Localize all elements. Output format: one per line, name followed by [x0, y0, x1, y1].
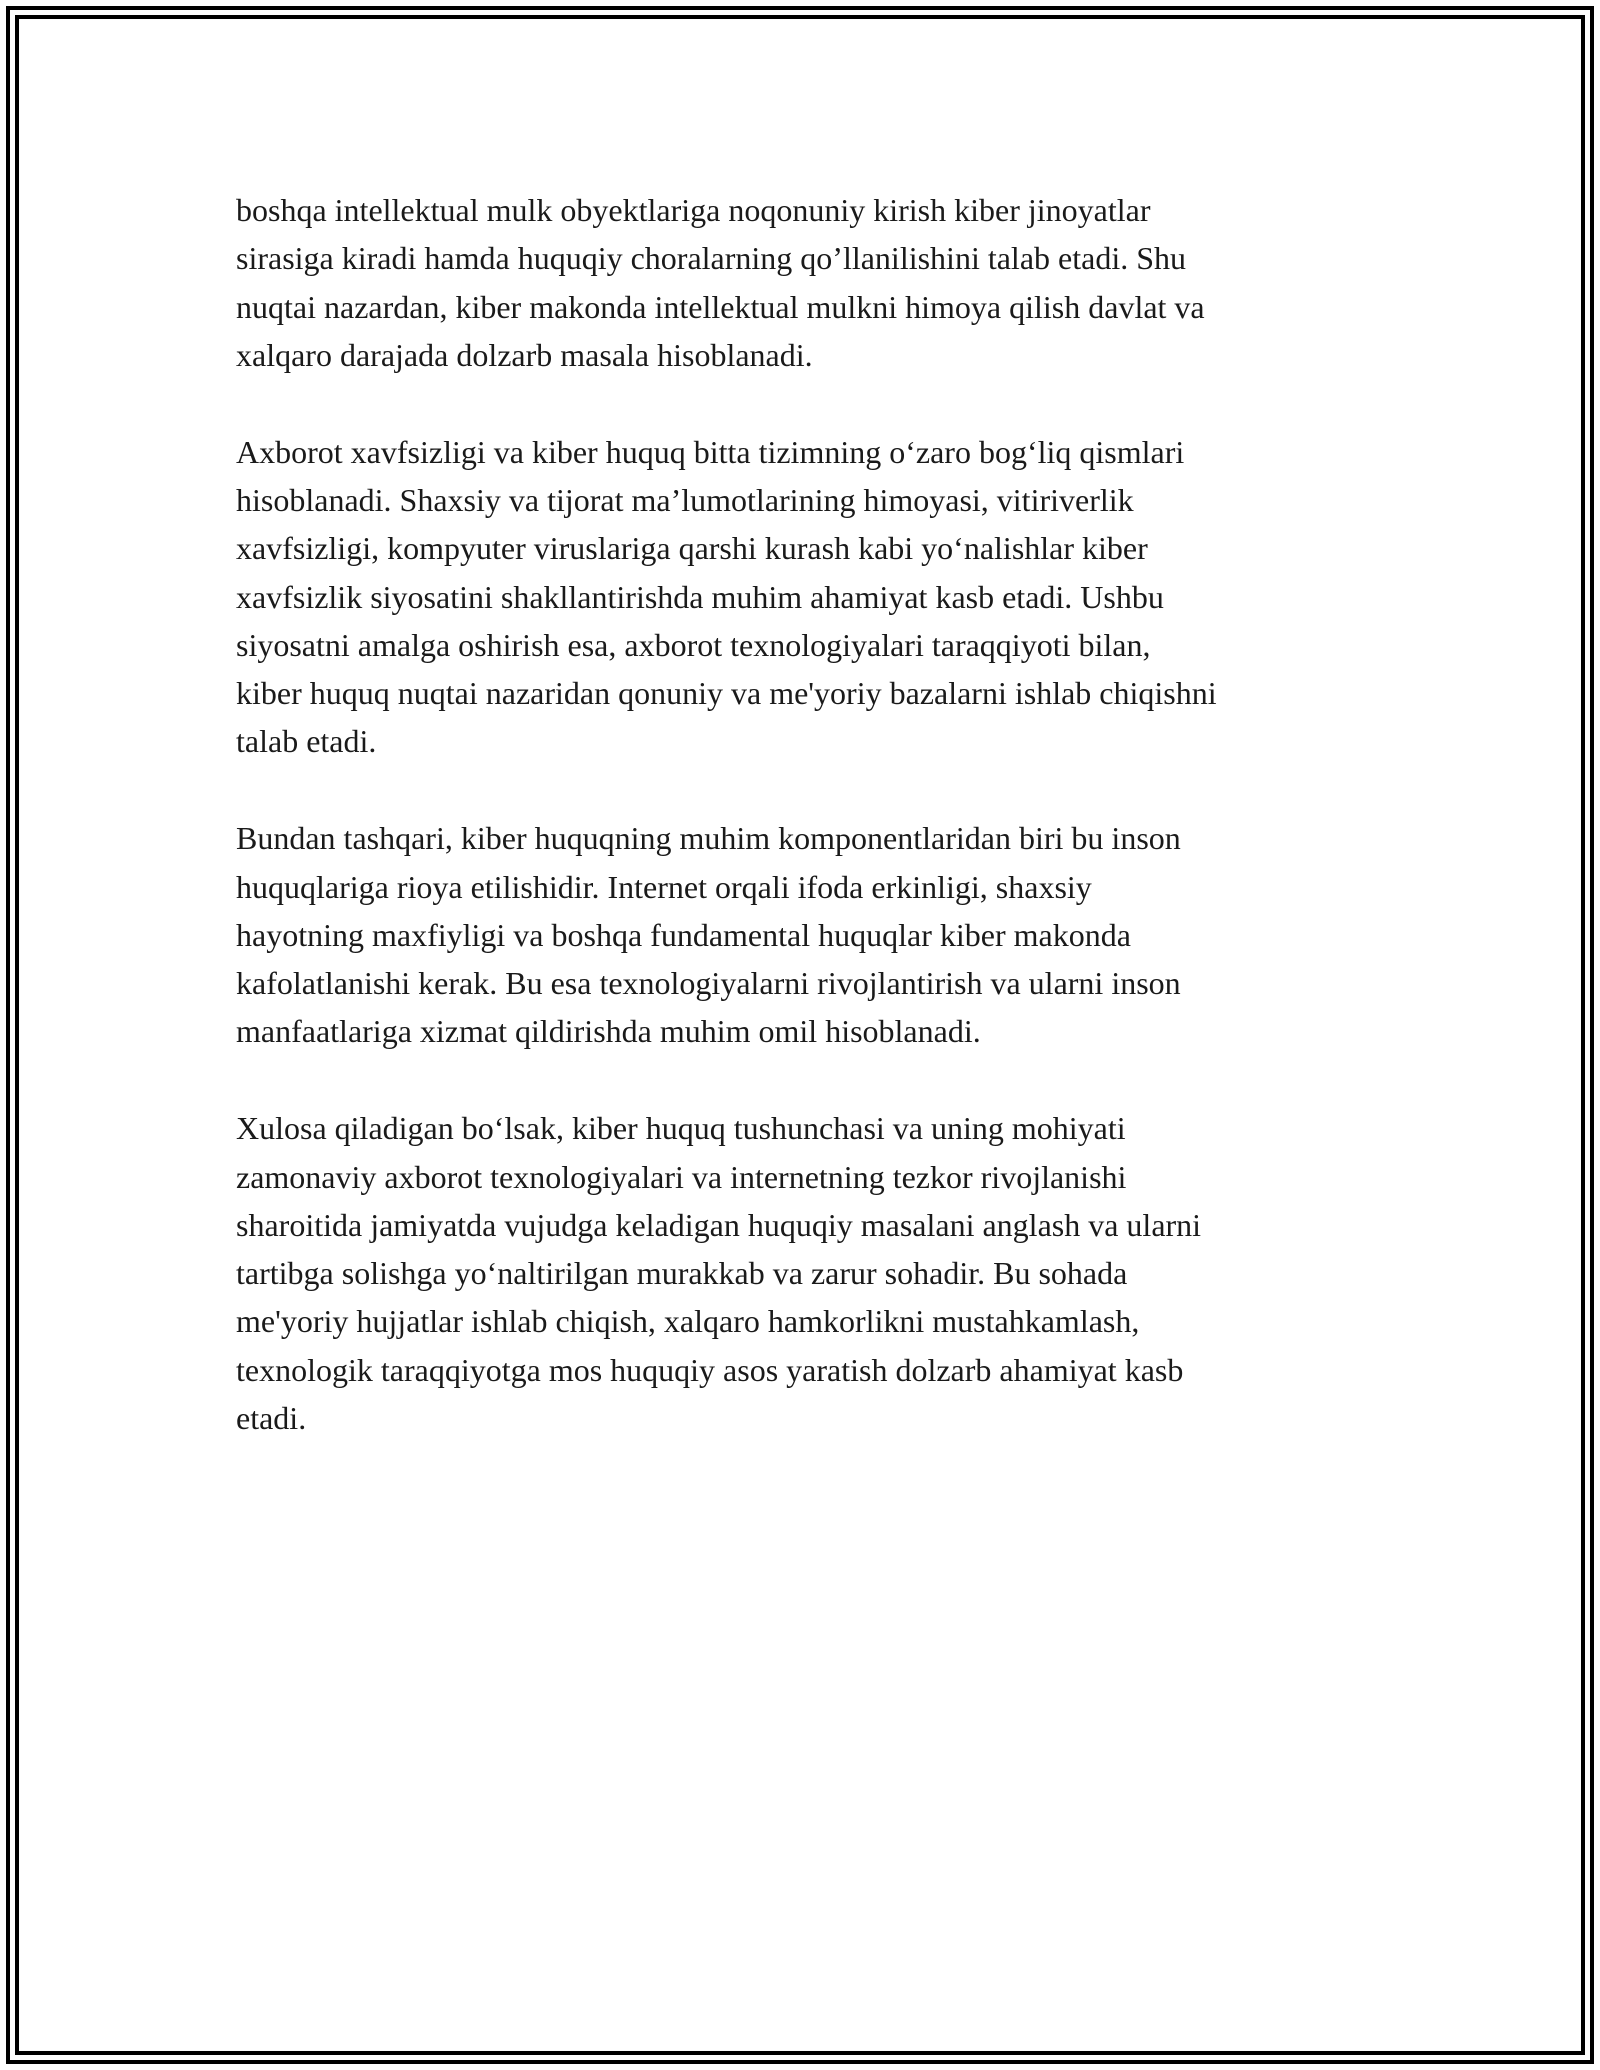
text-line: hayotning maxfiyligi va boshqa fundamental huquqlar kiber makonda [236, 916, 1131, 953]
paragraph-3 [236, 814, 1376, 1055]
text-line: siyosatni amalga oshirish esa, axborot texnologiyalari taraqqiyoti bilan, [236, 626, 1151, 663]
paragraph-4 [236, 1104, 1376, 1442]
paragraph-1 [236, 186, 1376, 379]
text-line: hisoblanadi. Shaxsiy va tijorat ma’lumotlarining himoyasi, vitiriverlik [236, 481, 1134, 518]
text-line: kafolatlanishi kerak. Bu esa texnologiyalarni rivojlantirish va ularni inson [236, 965, 1181, 1002]
text-line: tartibga solishga yo‘naltirilgan murakkab va zarur sohadir. Bu sohada [236, 1255, 1128, 1292]
text-line: xalqaro darajada dolzarb masala hisoblanadi. [236, 336, 813, 373]
text-line: Bundan tashqari, kiber huquqning muhim komponentlaridan biri bu inson [236, 820, 1181, 857]
text-line: manfaatlariga xizmat qildirishda muhim omil hisoblanadi. [236, 1013, 981, 1050]
text-line: me'yoriy hujjatlar ishlab chiqish, xalqaro hamkorlikni mustahkamlash, [236, 1303, 1140, 1340]
text-line: sirasiga kiradi hamda huquqiy choralarning qo’llanilishini talab etadi. Shu [236, 240, 1186, 277]
text-line: zamonaviy axborot texnologiyalari va internetning tezkor rivojlanishi [236, 1158, 1127, 1195]
text-line: xavfsizligi, kompyuter viruslariga qarshi kurash kabi yo‘nalishlar kiber [236, 530, 1148, 567]
paragraph-2 [236, 428, 1376, 766]
text-line: nuqtai nazardan, kiber makonda intellektual mulkni himoya qilish davlat va [236, 288, 1205, 325]
text-line: kiber huquq nuqtai nazaridan qonuniy va me'yoriy bazalarni ishlab chiqishni [236, 675, 1217, 712]
text-line: xavfsizlik siyosatini shakllantirishda muhim ahamiyat kasb etadi. Ushbu [236, 578, 1164, 615]
document-body [236, 186, 1376, 1491]
text-line: talab etadi. [236, 723, 377, 760]
text-line: etadi. [236, 1400, 307, 1437]
text-line: Axborot xavfsizligi va kiber huquq bitta tizimning o‘zaro bog‘liq qismlari [236, 433, 1185, 470]
text-line: Xulosa qiladigan bo‘lsak, kiber huquq tushunchasi va uning mohiyati [236, 1110, 1126, 1147]
text-line: huquqlariga rioya etilishidir. Internet orqali ifoda erkinligi, shaxsiy [236, 868, 1092, 905]
text-line: boshqa intellektual mulk obyektlariga noqonuniy kirish kiber jinoyatlar [236, 192, 1151, 228]
text-line: sharoitida jamiyatda vujudga keladigan huquqiy masalani anglash va ularni [236, 1206, 1202, 1243]
text-line: texnologik taraqqiyotga mos huquqiy asos yaratish dolzarb ahamiyat kasb [236, 1351, 1184, 1388]
